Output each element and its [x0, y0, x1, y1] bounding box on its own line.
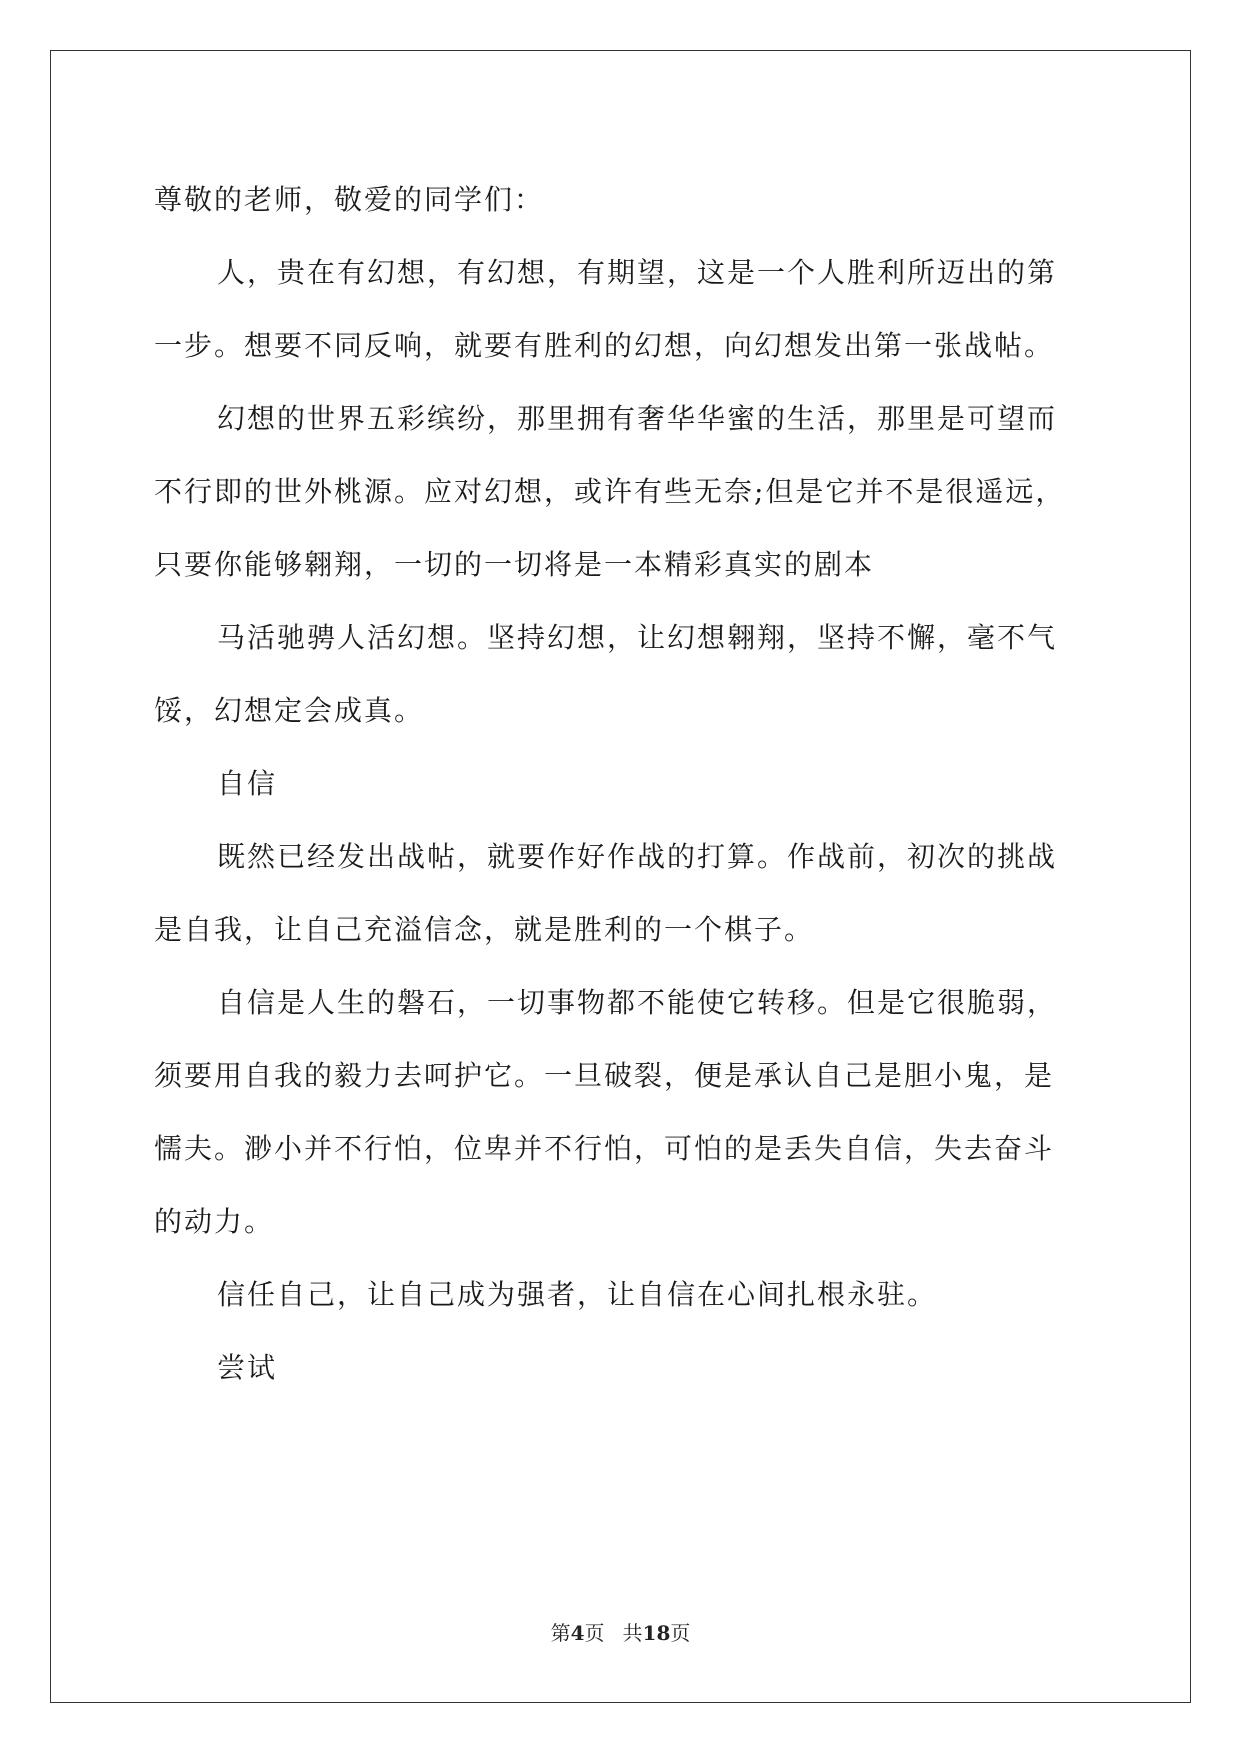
paragraph-line: 马活驰骋人活幻想。坚持幻想，让幻想翱翔，坚持不懈，毫不气 [217, 621, 1058, 654]
section-heading-confidence: 自信 [217, 767, 278, 800]
paragraph-line: 的动力。 [154, 1205, 275, 1238]
document-body [154, 163, 1114, 1404]
salutation-line: 尊敬的老师，敬爱的同学们： [154, 183, 545, 216]
paragraph-line: 只要你能够翱翔，一切的一切将是一本精彩真实的剧本 [154, 548, 875, 581]
paragraph-line: 馁，幻想定会成真。 [154, 694, 425, 727]
total-pages: 18 [642, 1621, 671, 1645]
total-prefix: 共 [622, 1621, 643, 1645]
paragraph-line: 懦夫。渺小并不行怕，位卑并不行怕，可怕的是丢失自信，失去奋斗 [154, 1132, 1055, 1165]
paragraph-line: 自信是人生的磐石，一切事物都不能使它转移。但是它很脆弱， [217, 986, 1058, 1019]
page-suffix: 页 [584, 1621, 605, 1645]
section-heading-attempt: 尝试 [217, 1351, 278, 1384]
paragraph-line: 人，贵在有幻想，有幻想，有期望，这是一个人胜利所迈出的第 [217, 256, 1058, 289]
page-footer [0, 1621, 1241, 1645]
paragraph-line: 信任自己，让自己成为强者，让自信在心间扎根永驻。 [217, 1278, 938, 1311]
page-prefix: 第 [550, 1621, 571, 1645]
page-number: 4 [570, 1621, 585, 1645]
paragraph-line: 不行即的世外桃源。应对幻想，或许有些无奈;但是它并不是很遥远， [154, 475, 1066, 508]
paragraph-line: 一步。想要不同反响，就要有胜利的幻想，向幻想发出第一张战帖。 [154, 329, 1055, 362]
paragraph-line: 既然已经发出战帖，就要作好作战的打算。作战前，初次的挑战 [217, 840, 1058, 873]
paragraph-line: 幻想的世界五彩缤纷，那里拥有奢华华蜜的生活，那里是可望而 [217, 402, 1058, 435]
paragraph-line: 须要用自我的毅力去呵护它。一旦破裂，便是承认自己是胆小鬼，是 [154, 1059, 1055, 1092]
paragraph-line: 是自我，让自己充溢信念，就是胜利的一个棋子。 [154, 913, 815, 946]
total-suffix: 页 [670, 1621, 691, 1645]
